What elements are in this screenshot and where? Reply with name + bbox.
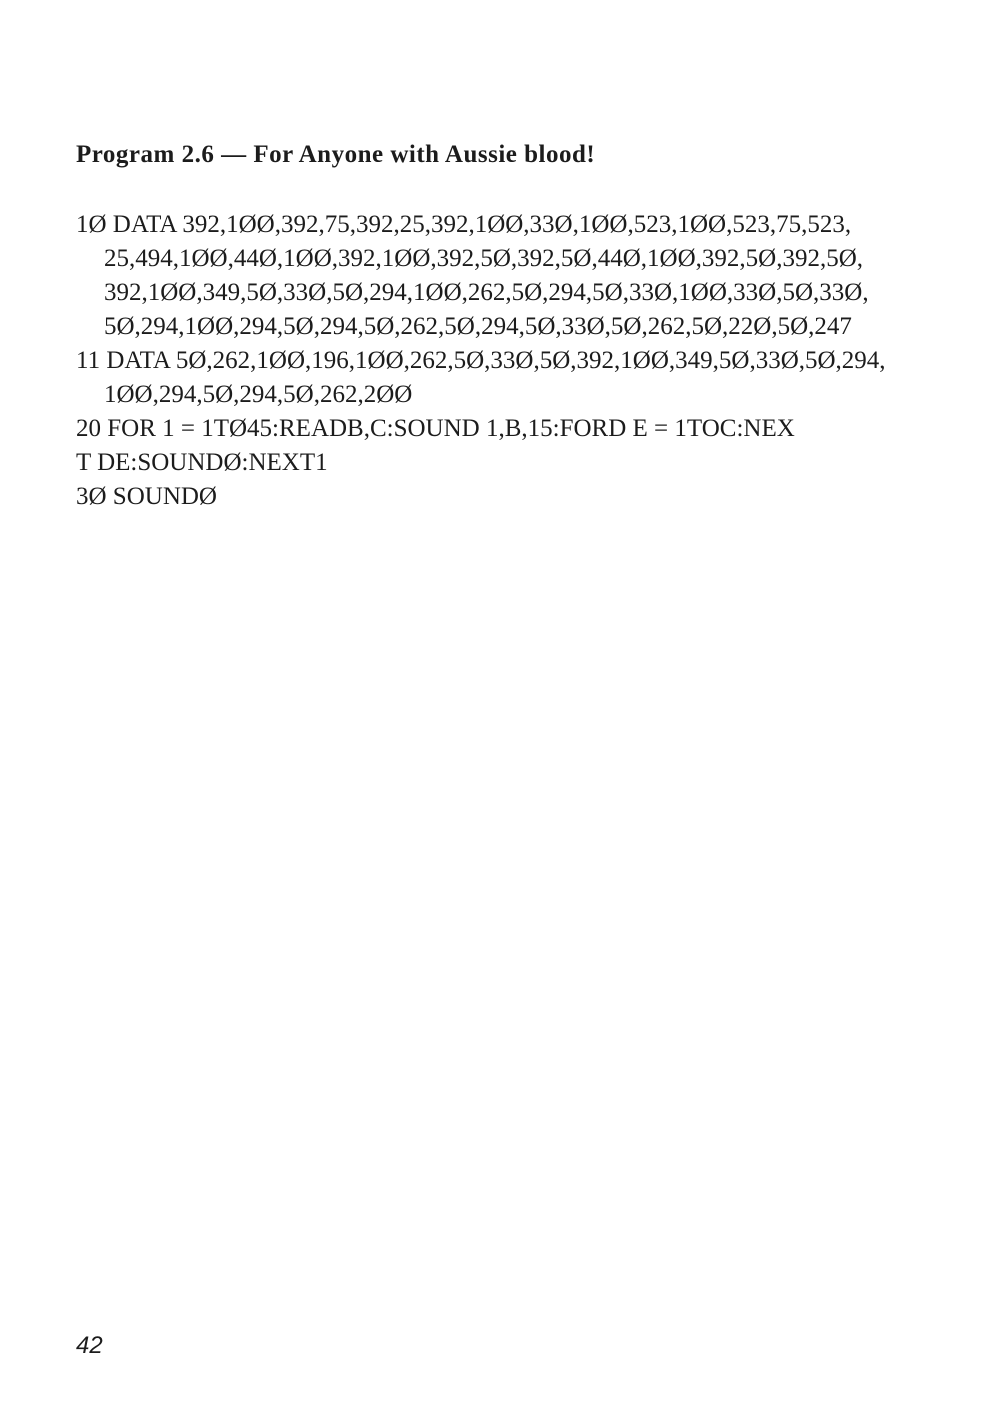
code-line-20-cont-1: T DE:SOUNDØ:NEXT1 — [76, 449, 328, 476]
code-line-10-cont-2: 392,1ØØ,349,5Ø,33Ø,5Ø,294,1ØØ,262,5Ø,294,5Ø,33Ø,1ØØ,33Ø,5Ø,33Ø, — [104, 279, 869, 306]
code-line-30: 3Ø SOUNDØ — [76, 483, 217, 510]
program-heading: Program 2.6 — For Anyone with Aussie blood! — [76, 141, 596, 168]
code-line-20: 20 FOR 1 = 1TØ45:READB,C:SOUND 1,B,15:FORD E = 1TOC:NEX — [76, 415, 795, 442]
code-line-10-cont-3: 5Ø,294,1ØØ,294,5Ø,294,5Ø,262,5Ø,294,5Ø,33Ø,5Ø,262,5Ø,22Ø,5Ø,247 — [104, 313, 852, 340]
code-line-10-cont-1: 25,494,1ØØ,44Ø,1ØØ,392,1ØØ,392,5Ø,392,5Ø,44Ø,1ØØ,392,5Ø,392,5Ø, — [104, 245, 864, 272]
code-line-11-cont-1: 1ØØ,294,5Ø,294,5Ø,262,2ØØ — [104, 381, 413, 408]
code-line-11: 11 DATA 5Ø,262,1ØØ,196,1ØØ,262,5Ø,33Ø,5Ø,392,1ØØ,349,5Ø,33Ø,5Ø,294, — [76, 347, 886, 374]
program-listing — [76, 208, 936, 514]
page-number: 42 — [76, 1332, 103, 1359]
code-line-10: 1Ø DATA 392,1ØØ,392,75,392,25,392,1ØØ,33Ø,1ØØ,523,1ØØ,523,75,523, — [76, 211, 852, 238]
